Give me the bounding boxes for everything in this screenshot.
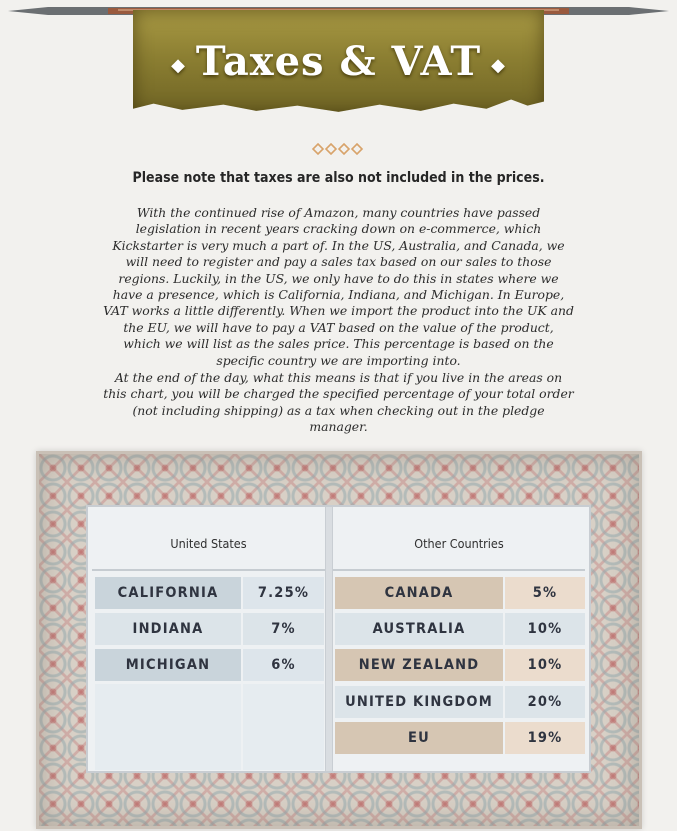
table-row-region: INDIANA bbox=[95, 613, 241, 645]
table-row-rate: 20% bbox=[505, 686, 585, 718]
header-divider bbox=[333, 569, 585, 571]
tax-note-heading: Please note that taxes are also not included in the prices. bbox=[132, 170, 545, 186]
table-row-rate: 7.25% bbox=[243, 577, 324, 609]
table-row-region: CANADA bbox=[335, 577, 503, 609]
table-row-rate: 10% bbox=[505, 613, 585, 645]
table-row-rate: 19% bbox=[505, 722, 585, 754]
diamond-bullet-icon: ◆ bbox=[171, 54, 186, 76]
table-row-rate: 6% bbox=[243, 649, 324, 681]
us-column-header: United States bbox=[170, 536, 247, 551]
summary-paragraph: At the end of the day, what this means is that if you live in the areas on this chart, you will be charged the specified percentage of your total order (not including shipping) as a tax when checking out in the pledge manager. bbox=[103, 370, 574, 435]
table-row-rate: 7% bbox=[243, 613, 324, 645]
intro-paragraph: With the continued rise of Amazon, many countries have passed legislation in recent years cracking down on e-commerce, which Kickstarter is very much a part of. In the US, Australia, and Canada, we will need to register and pay a sales tax based on our sales to those regions. Luckily, in the US, we only have to do this in states where we have a presence, which is California, Indiana, and Michigan. In Europe, VAT works a little differently. When we import the product into the UK and the EU, we will have to pay a VAT based on the value of the product, which we will list as the sales price. This percentage is based on the specific country we are importing into. bbox=[103, 205, 574, 368]
table-row-rate: 5% bbox=[505, 577, 585, 609]
header-divider bbox=[92, 569, 325, 571]
table-row-region: CALIFORNIA bbox=[95, 577, 241, 609]
title-banner bbox=[0, 0, 677, 140]
table-row-region: UNITED KINGDOM bbox=[335, 686, 503, 718]
table-row-region: NEW ZEALAND bbox=[335, 649, 503, 681]
other-column-header: Other Countries bbox=[414, 536, 504, 551]
table-row-region: AUSTRALIA bbox=[335, 613, 503, 645]
diamond-bullet-icon: ◆ bbox=[491, 54, 506, 76]
table-row-region: EU bbox=[335, 722, 503, 754]
diamond-ornament-icon bbox=[312, 143, 364, 155]
column-divider bbox=[325, 507, 333, 771]
empty-cell bbox=[95, 684, 241, 770]
page-title bbox=[133, 38, 544, 85]
table-row-region: MICHIGAN bbox=[95, 649, 241, 681]
page-title-text: Taxes & VAT bbox=[195, 38, 482, 85]
table-row-rate: 10% bbox=[505, 649, 585, 681]
empty-cell bbox=[243, 684, 324, 770]
